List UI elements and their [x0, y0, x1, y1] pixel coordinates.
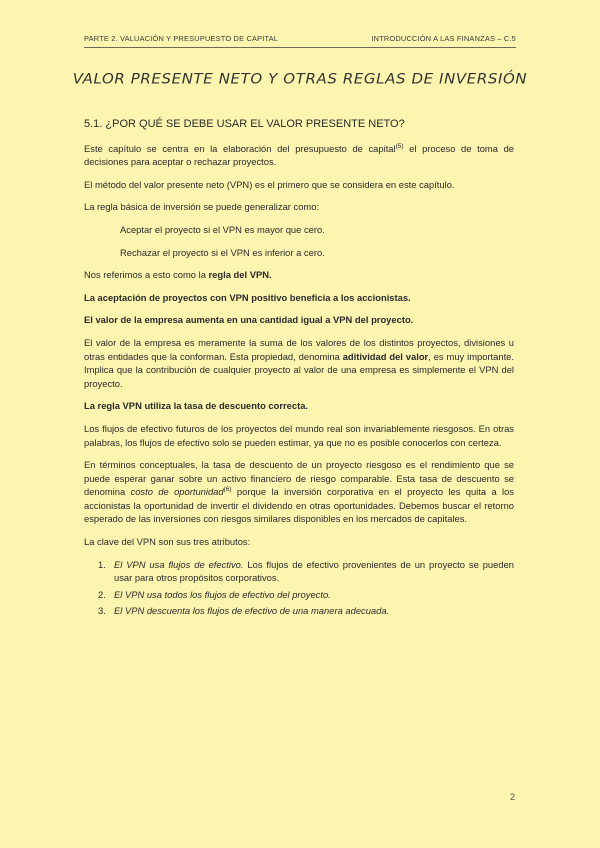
list-item-italic: El VPN descuenta los flujos de efectivo de una manera adecuada.	[114, 605, 390, 617]
paragraph-intro	[84, 142, 514, 169]
additivity-text-2: , es muy importante. Implica que la contribución de cualquier proyecto al valor de una empresa es simplemente el VPN del proyecto.	[84, 350, 515, 389]
paragraph-risk: Los flujos de efectivo futuros de los proyectos del mundo real son invariablemente riesgosos. En otras palabras, los flujos de efectivo solo se pueden estimar, ya que no es posible conocerlos con certeza.	[84, 422, 514, 448]
attribute-list	[84, 558, 514, 618]
list-number: 2.	[98, 588, 106, 600]
list-item-italic: El VPN usa todos los flujos de efectivo del proyecto.	[114, 588, 331, 600]
list-number: 3.	[98, 605, 106, 617]
list-item-italic: El VPN usa flujos de efectivo.	[114, 558, 244, 570]
paragraph-opportunity-cost	[84, 458, 514, 526]
rule-name-text: Nos referimos a esto como la	[84, 269, 209, 281]
section-heading: 5.1. ¿POR QUÉ SE DEBE USAR EL VALOR PRESENTE NETO?	[84, 118, 405, 130]
opportunity-term: costo de oportunidad	[130, 486, 224, 498]
list-number: 1.	[98, 558, 106, 570]
paragraph-additivity	[84, 336, 514, 390]
bold-statement-3: La regla VPN utiliza la tasa de descuento correcta.	[84, 400, 309, 412]
page-number: 2	[510, 792, 516, 802]
additivity-term: aditividad del valor	[342, 350, 429, 362]
paragraph-rule-name	[84, 268, 514, 282]
paragraph-vpn-method: El método del valor presente neto (VPN) es el primero que se considera en este capítulo.	[84, 178, 455, 190]
header-part-label: PARTE 2. VALUACIÓN Y PRESUPUESTO DE CAPITAL	[84, 34, 279, 43]
document-body	[84, 118, 514, 621]
rule-name-bold: regla del VPN.	[208, 269, 272, 281]
paragraph-intro-text: Este capítulo se centra en la elaboración del presupuesto de capital	[84, 142, 396, 154]
header-rule	[84, 47, 516, 48]
chapter-title: VALOR PRESENTE NETO Y OTRAS REGLAS DE INVERSIÓN	[72, 70, 528, 88]
list-item-text: Los flujos de efectivo provenientes de un proyecto se pueden usar para otros propósitos corporativos.	[114, 558, 514, 584]
additivity-text-1: El valor de la empresa es meramente la suma de los valores de los distintos proyectos, divisiones u otras entidades que la conforman. Esta propiedad, denomina	[84, 336, 514, 362]
list-item	[84, 604, 514, 618]
rule-reject: Rechazar el proyecto si el VPN es inferior a cero.	[120, 246, 325, 258]
footnote-6: (6)	[223, 486, 232, 494]
list-item	[84, 558, 514, 585]
opportunity-text-2: porque la inversión corporativa en el proyecto les quita a los accionistas la oportunidad de invertir el dividendo en otras oportunidades. Debemos buscar el retorno esperado de las inversiones con riesgos similares disponibles en los mercados de capitales.	[84, 486, 514, 525]
footnote-5: (5)	[395, 142, 404, 150]
paragraph-basic-rule: La regla básica de inversión se puede generalizar como:	[84, 201, 320, 213]
paragraph-attributes: La clave del VPN son sus tres atributos:	[84, 536, 251, 548]
paragraph-intro-text-2: el proceso de toma de decisiones para aceptar o rechazar proyectos.	[84, 142, 514, 168]
bold-statement-1: La aceptación de proyectos con VPN positivo beneficia a los accionistas.	[84, 291, 411, 303]
page-header	[84, 34, 516, 46]
header-course-label: INTRODUCCIÓN A LAS FINANZAS – C.5	[371, 34, 516, 43]
rule-accept: Aceptar el proyecto si el VPN es mayor que cero.	[120, 223, 325, 235]
bold-statement-2: El valor de la empresa aumenta en una cantidad igual a VPN del proyecto.	[84, 314, 414, 326]
opportunity-text-1: En términos conceptuales, la tasa de descuento de un proyecto riesgoso es el rendimiento que se puede esperar ganar sobre un activo financiero de riesgo comparable. Esta tasa de descuento se denomina	[84, 459, 514, 498]
list-item	[84, 588, 514, 602]
